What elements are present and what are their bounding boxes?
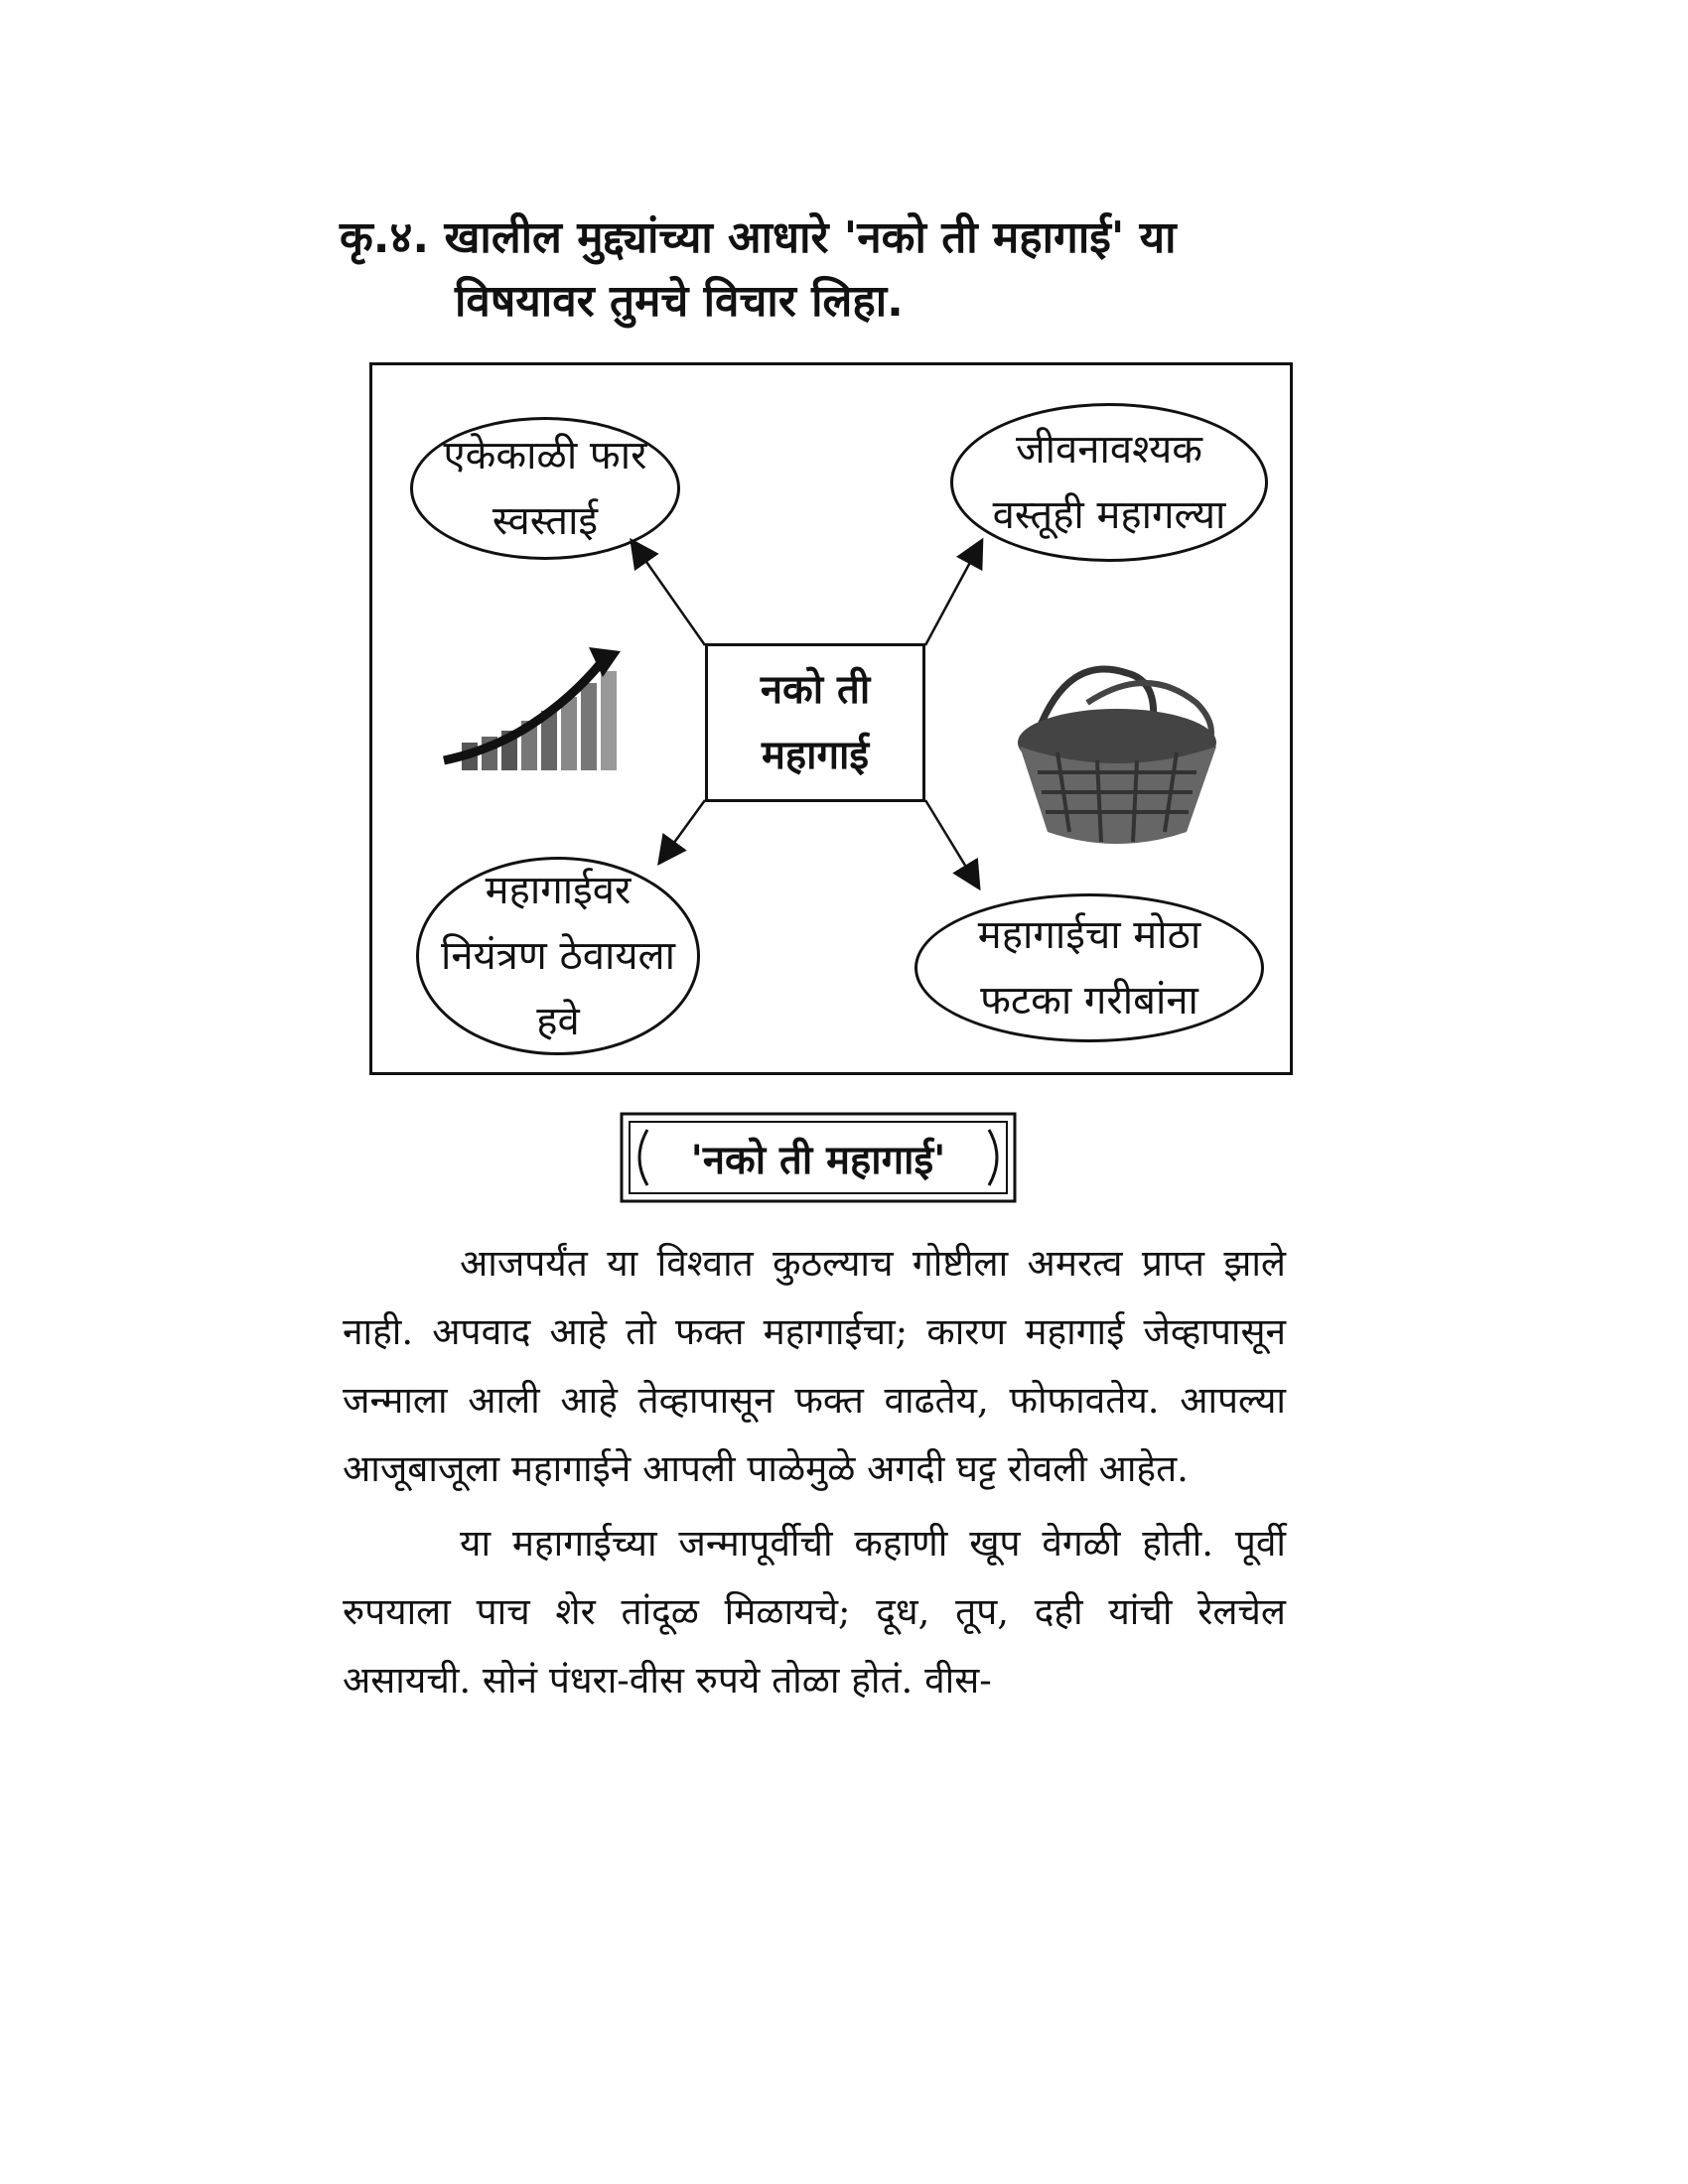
bubble-bottom-left-line-2: नियंत्रण ठेवायला (441, 933, 675, 979)
basket-icon (998, 643, 1236, 852)
center-topic-line-1: नको ती (760, 667, 871, 713)
question (340, 206, 1293, 334)
bubble-top-right-line-1: जीवनावश्यक (1015, 427, 1202, 473)
bubble-top-left-line-1: एकेकाळी फार (443, 433, 647, 478)
essay-paragraph-1: आजपर्यंत या विश्वात कुठल्याच गोष्टीला अमरत्व प्राप्त झाले नाही. अपवाद आहे तो फक्त महागाईचा; कारण महागाई जेव्हापासून जन्माला आली आहे तेव्हापासून फक्त वाढतेय, फोफावतेय. आपल्या आजूबाजूला महागाईने आपली पाळेमुळे अगदी घट्ट रोवली आहेत. (343, 1242, 1286, 1490)
bubble-bottom-right (914, 893, 1264, 1042)
bubble-top-right (950, 403, 1268, 562)
rising-chart-icon (432, 633, 650, 812)
bubble-bottom-left-line-1: महागाईवर (485, 868, 632, 913)
bubble-top-left-line-2: स्वस्ताई (492, 498, 599, 544)
essay-title-frame (618, 1110, 1019, 1205)
bubble-bottom-right-line-2: फटका गरीबांना (980, 978, 1198, 1024)
essay-body (343, 1229, 1286, 1720)
center-topic-line-2: महागाई (761, 733, 870, 778)
bubble-bottom-left-line-3: हवे (536, 999, 580, 1044)
center-topic (705, 643, 925, 802)
bubble-top-left (410, 417, 680, 560)
bubble-bottom-left (416, 857, 700, 1055)
question-line-2: विषयावर तुमचे विचार लिहा. (455, 276, 904, 327)
bubble-bottom-right-line-1: महागाईचा मोठा (977, 912, 1201, 958)
mind-map (369, 362, 1293, 1075)
essay-paragraph-2: या महागाईच्या जन्मापूर्वीची कहाणी खूप वेगळी होती. पूर्वी रुपयाला पाच शेर तांदूळ मिळायचे; दूध, तूप, दही यांची रेलचेल असायची. सोनं पंधरा-वीस रुपये तोळा होतं. वीस- (343, 1522, 1286, 1702)
question-line-1: खालील मुद्द्यांच्या आधारे 'नको ती महागाई' या (444, 212, 1177, 263)
essay-title: 'नको ती महागाई' (690, 1137, 946, 1183)
question-number: कृ.४. (340, 212, 430, 263)
bubble-top-right-line-2: वस्तूही महागल्या (992, 492, 1226, 538)
